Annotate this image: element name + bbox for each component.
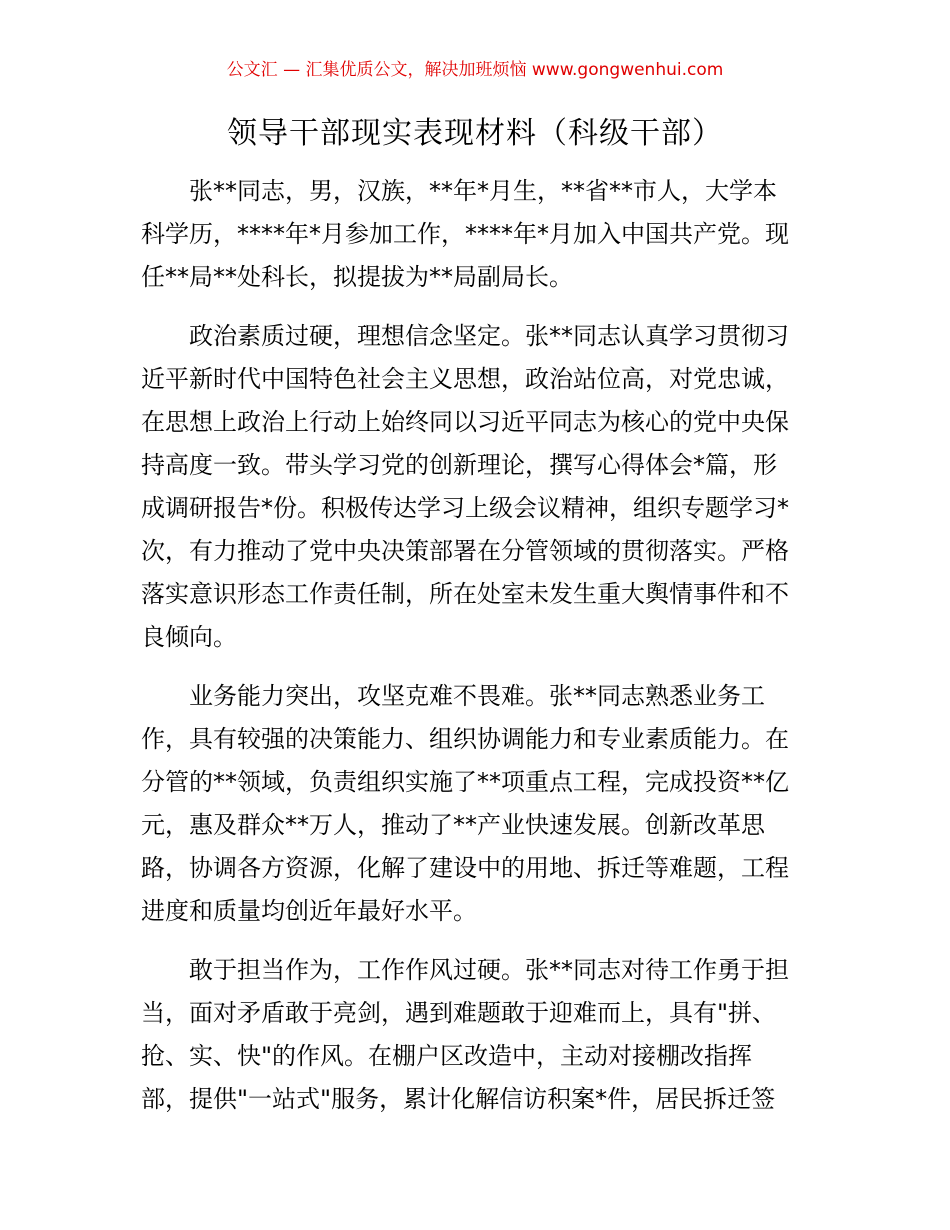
text-line: 科学历，****年*月参加工作，****年*月加入中国共产党。现 bbox=[141, 220, 789, 248]
text-line: 业务能力突出，攻坚克难不畏难。张**同志熟悉业务工 bbox=[189, 682, 765, 710]
text-line: 作，具有较强的决策能力、组织协调能力和专业素质能力。在 bbox=[141, 725, 789, 753]
document-body bbox=[141, 170, 817, 1137]
text-line: 良倾向。 bbox=[141, 623, 237, 651]
text-line: 当，面对矛盾敢于亮剑，遇到难题敢于迎难而上，具有"拼、 bbox=[141, 999, 777, 1027]
paragraph-business-ability bbox=[141, 675, 817, 933]
paragraph-basic-info bbox=[141, 170, 817, 299]
text-line: 抢、实、快"的作风。在棚户区改造中，主动对接棚改指挥 bbox=[141, 1042, 753, 1070]
text-line: 敢于担当作为，工作作风过硬。张**同志对待工作勇于担 bbox=[189, 956, 789, 984]
site-banner[interactable]: 公文汇 — 汇集优质公文，解决加班烦恼 www.gongwenhui.com bbox=[226, 60, 724, 80]
text-line: 张**同志，男，汉族，**年*月生，**省**市人，大学本 bbox=[189, 177, 777, 205]
text-line: 元，惠及群众**万人，推动了**产业快速发展。创新改革思 bbox=[141, 811, 765, 839]
text-line: 持高度一致。带头学习党的创新理论，撰写心得体会*篇，形 bbox=[141, 451, 777, 479]
text-line: 部，提供"一站式"服务，累计化解信访积案*件，居民拆迁签 bbox=[141, 1085, 776, 1113]
paragraph-work-style bbox=[141, 949, 817, 1121]
text-line: 政治素质过硬，理想信念坚定。张**同志认真学习贯彻习 bbox=[189, 322, 789, 350]
paragraph-political-quality bbox=[141, 315, 817, 659]
text-line: 分管的**领域，负责组织实施了**项重点工程，完成投资**亿 bbox=[141, 768, 789, 796]
text-line: 近平新时代中国特色社会主义思想，政治站位高，对党忠诚， bbox=[141, 365, 789, 393]
text-line: 在思想上政治上行动上始终同以习近平同志为核心的党中央保 bbox=[141, 408, 789, 436]
text-line: 路，协调各方资源，化解了建设中的用地、拆迁等难题，工程 bbox=[141, 854, 789, 882]
text-line: 进度和质量均创近年最好水平。 bbox=[141, 897, 477, 925]
document-title: 领导干部现实表现材料（科级干部） bbox=[227, 116, 723, 151]
text-line: 成调研报告*份。积极传达学习上级会议精神，组织专题学习* bbox=[141, 494, 789, 522]
text-line: 任**局**处科长，拟提拔为**局副局长。 bbox=[141, 263, 573, 291]
text-line: 次，有力推动了党中央决策部署在分管领域的贯彻落实。严格 bbox=[141, 537, 789, 565]
text-line: 落实意识形态工作责任制，所在处室未发生重大舆情事件和不 bbox=[141, 580, 789, 608]
